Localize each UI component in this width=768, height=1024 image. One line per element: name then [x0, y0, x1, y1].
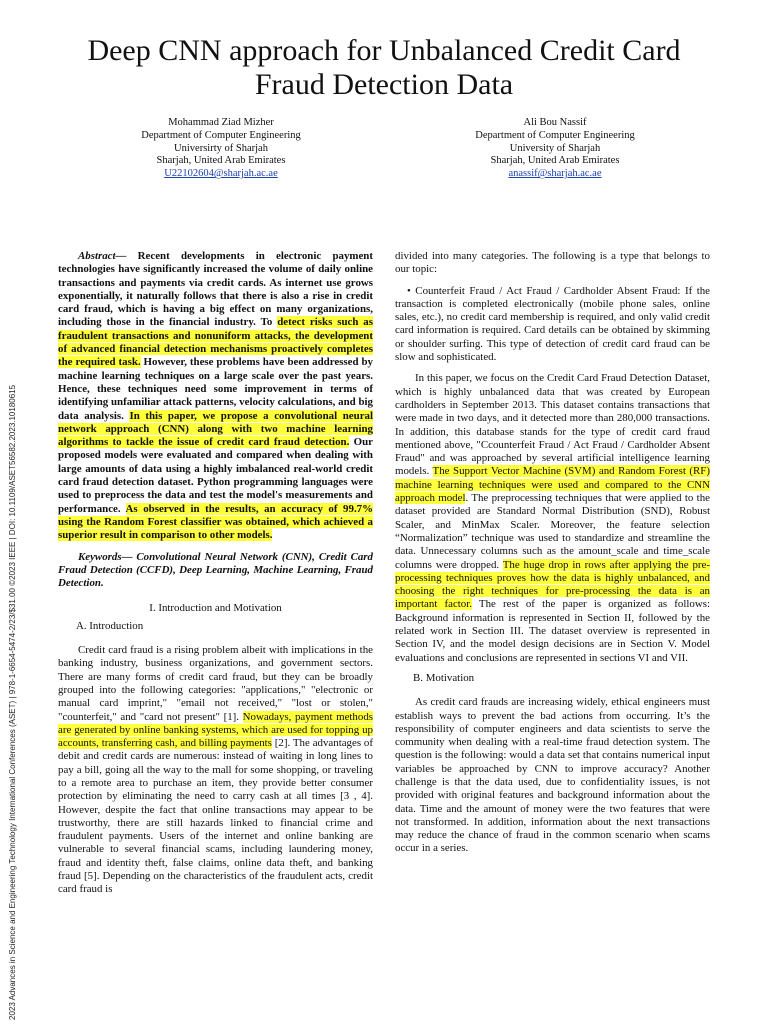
author-dept: Department of Computer Engineering — [141, 129, 301, 141]
subsection-heading: B. Motivation — [413, 671, 475, 684]
author-name: Ali Bou Nassif — [523, 117, 587, 128]
body-text: The rest of the paper is organized as follows: Background information is represented in Section II, followed by the related work in Section III. The dataset overview is represented in Section IV, and the model design decisions are in Section V. Model evaluations and conclusions are represented in sections VI and VII. — [395, 598, 710, 664]
body-paragraph: divided into many categories. The following is a type that belongs to our topic: — [395, 250, 710, 276]
author-email-link[interactable]: U22102604@sharjah.ac.ae — [164, 168, 278, 180]
keywords — [58, 551, 373, 591]
author-block-1 — [96, 117, 346, 181]
author-univ: Universirty of Sharjah — [174, 142, 268, 154]
body-text: . The preprocessing techniques that were applied to the dataset provided are Standard Normal Distribution (SND), Robust Scaler, and MinMax Scaler. Moreover, the feature selection “Normalization” technique was used to standardize and streamline the data. Unnecessary columns such as the amount_scale and time_scale columns were dropped. — [395, 492, 710, 571]
highlight: The Support Vector Machine (SVM) and Random Forest (RF) machine learning techniques were used and compared to the CNN approach model — [395, 465, 710, 505]
abstract — [58, 250, 373, 543]
highlight: As observed in the results, an accuracy of 99.7% using the Random Forest classifier was obtained, which achieved a superior result in comparison to other models. — [58, 502, 374, 542]
highlight: In this paper, we propose a convolutional neural network approach (CNN) along with two machine learning algorithms to tackle the issue of credit card fraud detection. — [58, 409, 373, 449]
right-column — [395, 250, 710, 856]
author-block-2 — [430, 117, 680, 181]
abstract-text: Recent developments in electronic payment technologies have significantly increased the volume of daily online transactions and payments via credit cards. As internet use grows exponentially, it naturally follows that there is also a rise in credit card fraud, which is having a big effect on many organizations, including those in the financial industry. To — [58, 250, 373, 329]
highlight: The huge drop in rows after applying the pre-processing techniques proves how the data is highly unbalanced, and choosing the right techniques for pre-processing the data is an important factor. — [395, 558, 710, 611]
body-paragraph — [395, 372, 710, 665]
paper-title: Deep CNN approach for Unbalanced Credit Card Fraud Detection Data — [87, 34, 681, 101]
section-heading: I. Introduction and Motivation — [149, 602, 282, 615]
bullet-item: • Counterfeit Fraud / Act Fraud / Cardholder Absent Fraud: If the transaction is completed electronically (mobile phone sales, online sales, etc.), no credit card membership is required, and only valid credit card information is required. Card details can be obtained by skimming or shoulder surfing. This type of detection of credit card fraud can be slow and sophisticated. — [395, 284, 710, 364]
body-text: In this paper, we focus on the Credit Card Fraud Detection Dataset, which is highly unbalanced data that was created by European cardholders in September 2013. This dataset contains transactions that were made in two days, and it detected more than 280,000 transactions. In addition, this database stands for the type of credit card fraud mentioned above, "Ccounterfeit Fraud / Act Fraud / Cardholder Absent Fraud" and was approached by several artificial intelligence learning models. — [395, 372, 710, 478]
abstract-text: Our proposed models were evaluated and compared when dealing with large amounts of data using a highly imbalanced real-world credit card fraud detection dataset. Python programming languages were used to preprocess the data and test the model's measurements and performance. — [58, 436, 373, 515]
body-text: Credit card fraud is a rising problem albeit with implications in the banking industry, business organizations, and government sectors. There are many forms of credit card fraud, but they can be broadly grouped into the following categories: "applications," "electronic or manual card imprint," "email not received," "lost or stolen," "counterfeit," and "card not present" [1]. — [58, 644, 373, 723]
body-text: [2]. The advantages of debit and credit cards are numerous: instead of waiting in long lines to pay a bill, going all the way to the mall for some shopping, or traveling to a remote area to purchase an item, they provide better consumer protection by eliminating the need to carry cash at all times [3 , 4]. However, despite the fact that online transactions may appear to be trustworthy, there are still hazards linked to financial crime and fraudulent payments. Users of the internet and online banking are vulnerable to several financial scams, including laundering money, fraud and identity theft, false claims, online data theft, and banking fraud [5]. Depending on the characteristics of the fraudulent acts, credit card fraud is — [58, 737, 374, 896]
abstract-label: Abstract— — [78, 250, 127, 262]
author-dept: Department of Computer Engineering — [475, 129, 635, 141]
keywords-label: Keywords— — [78, 550, 133, 563]
keywords-text: Convolutional Neural Network (CNN), Credit Card Fraud Detection (CCFD), Deep Learning, Machine Learning, Fraud Detection. — [58, 550, 373, 590]
highlight: Nowadays, payment methods are generated by online banking systems, which are used for topping up accounts, transferring cash, and billing payments — [58, 710, 373, 750]
conference-sidebar: 2023 Advances in Science and Engineering Technology International Conferences (ASET) | 978-1-6654-5474-2/23/$31.00 ©2023 IEEE | DOI: 10.1109/ASET56582.2023.10180615 — [8, 384, 17, 1020]
abstract-text: However, these problems have been addressed by machine learning techniques on a large scale over the past years. Hence, these techniques need some improvement in terms of identifying unfamiliar attack patterns, velocity calculations, and big data analysis. — [58, 356, 373, 422]
intro-paragraph — [58, 644, 373, 897]
author-location: Sharjah, United Arab Emirates — [490, 155, 620, 167]
author-name: Mohammad Ziad Mizher — [168, 117, 274, 128]
subsection-heading: A. Introduction — [76, 619, 144, 632]
author-email-link[interactable]: anassif@sharjah.ac.ae — [508, 168, 602, 180]
author-univ: University of Sharjah — [509, 142, 601, 154]
left-column — [58, 250, 373, 897]
body-paragraph: As credit card frauds are increasing widely, ethical engineers must establish ways to prevent the bad actions from occurring. It’s the responsibility of computer engineers and data scientists to serve the community when dealing with a real-time fraud detection system. The question is the following: would a data set that contains numerical input variables be approached by CNN to improve accuracy? Another challenge is that the data used, due to confidentiality issues, is not provided with original features and background information about the data. Time and the amount of money were the two features that were not transformed. In addition, information about the next transactions may reduce the chance of fraud in the common scenario when scams occur in a series. — [395, 696, 710, 855]
highlight: detect risks such as fraudulent transactions and nonuniform attacks, the development of advanced financial detection mechanisms proactively completes the required task. — [58, 316, 373, 369]
author-location: Sharjah, United Arab Emirates — [156, 155, 286, 167]
